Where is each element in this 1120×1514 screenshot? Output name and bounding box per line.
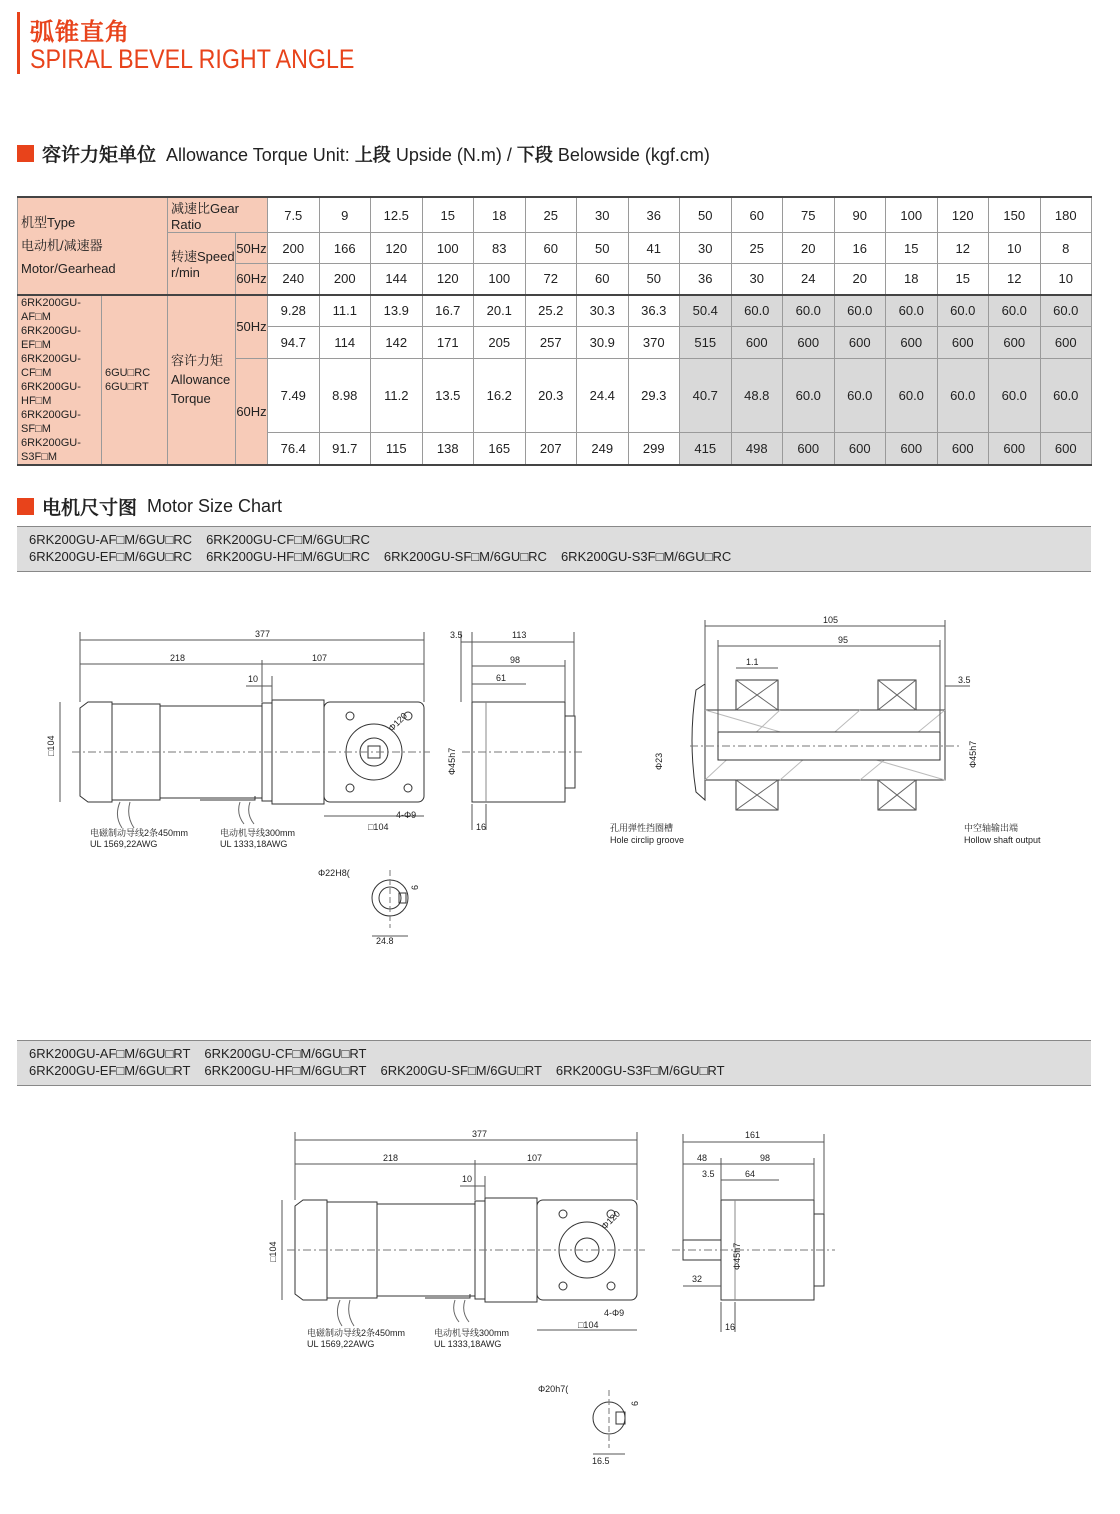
dim-104-square: □104 bbox=[46, 735, 56, 756]
dim-107: 107 bbox=[312, 653, 328, 663]
speed-50-cell: 20 bbox=[783, 233, 835, 264]
torque-60-nm-cell: 60.0 bbox=[989, 359, 1041, 433]
speed-60-cell: 120 bbox=[422, 264, 474, 295]
speed-60-cell: 50 bbox=[628, 264, 680, 295]
torque-60-nm-cell: 13.5 bbox=[422, 359, 474, 433]
torque-60-nm-cell: 8.98 bbox=[319, 359, 371, 433]
speed-60-cell: 144 bbox=[371, 264, 423, 295]
dim-phi45h7: Φ45h7 bbox=[732, 1242, 742, 1270]
belowside-en: Belowside (kgf.cm) bbox=[557, 144, 710, 165]
dim-1-1: 1.1 bbox=[746, 657, 759, 667]
torque-60-nm-cell: 60.0 bbox=[1040, 359, 1092, 433]
torque-60-nm-cell: 60.0 bbox=[834, 359, 886, 433]
torque-50-kgf-cell: 600 bbox=[783, 327, 835, 359]
rt-gearhead-front-view bbox=[672, 1200, 835, 1300]
dim-61: 61 bbox=[496, 673, 507, 683]
section-marker-icon bbox=[17, 145, 34, 162]
motor-lead-ul: UL 1333,18AWG bbox=[220, 839, 288, 849]
model-code: 6RK200GU-HF□M/6GU□RC bbox=[206, 549, 370, 564]
model-code: 6RK200GU-AF□M/6GU□RT bbox=[29, 1046, 191, 1061]
dim-16-5: 16.5 bbox=[592, 1456, 610, 1466]
rc-dimension-drawing bbox=[0, 580, 1120, 960]
motor-gearhead-en-label: Motor/Gearhead bbox=[21, 261, 116, 277]
ratio-cell: 90 bbox=[834, 197, 886, 233]
motor-model: 6RK200GU-AF□M bbox=[21, 296, 81, 323]
speed-60-cell: 36 bbox=[680, 264, 732, 295]
upside-cn: 上段 bbox=[354, 144, 391, 165]
speed-50-cell: 30 bbox=[680, 233, 732, 264]
speed-60-cell: 100 bbox=[474, 264, 526, 295]
dim-48: 48 bbox=[697, 1153, 708, 1163]
torque-section-heading bbox=[17, 140, 710, 167]
torque-50-nm-cell: 60.0 bbox=[937, 295, 989, 327]
dim-104-square: □104 bbox=[268, 1241, 278, 1262]
speed-50-cell: 15 bbox=[886, 233, 938, 264]
torque-50hz-label: 50Hz bbox=[236, 295, 268, 359]
speed-60-cell: 30 bbox=[731, 264, 783, 295]
torque-50-nm-cell: 25.2 bbox=[525, 295, 577, 327]
torque-60-nm-cell: 16.2 bbox=[474, 359, 526, 433]
circlip-note-cn: 孔用弹性挡圈槽 bbox=[610, 823, 674, 833]
torque-50-kgf-cell: 600 bbox=[1040, 327, 1092, 359]
hollow-shaft-note-cn: 中空轴输出端 bbox=[964, 823, 1019, 833]
model-code: 6RK200GU-AF□M/6GU□RC bbox=[29, 532, 193, 547]
ratio-cell: 100 bbox=[886, 197, 938, 233]
speed-unit-label: r/min bbox=[171, 265, 200, 281]
brake-lead-ul: UL 1569,22AWG bbox=[90, 839, 158, 849]
torque-50-nm-cell: 60.0 bbox=[989, 295, 1041, 327]
speed-50-cell: 10 bbox=[989, 233, 1041, 264]
model-code: 6RK200GU-EF□M/6GU□RC bbox=[29, 549, 193, 564]
torque-60-nm-cell: 24.4 bbox=[577, 359, 629, 433]
motor-model: 6RK200GU-SF□M bbox=[21, 408, 81, 435]
torque-60-kgf-cell: 115 bbox=[371, 433, 423, 465]
torque-title-cn: 容许力矩单位 bbox=[42, 145, 157, 166]
dim-104-flange: □104 bbox=[368, 822, 389, 832]
torque-60-kgf-cell: 498 bbox=[731, 433, 783, 465]
torque-50-kgf-cell: 515 bbox=[680, 327, 732, 359]
motor-lead-note: 电动机导线300mm bbox=[434, 1328, 510, 1338]
dim-218: 218 bbox=[383, 1153, 399, 1163]
circlip-note-en: Hole circlip groove bbox=[610, 835, 685, 845]
torque-50-kgf-cell: 600 bbox=[834, 327, 886, 359]
rt-model-bar bbox=[17, 1040, 1091, 1086]
speed-60-cell: 200 bbox=[319, 264, 371, 295]
torque-60-kgf-cell: 415 bbox=[680, 433, 732, 465]
dim-161: 161 bbox=[745, 1130, 761, 1140]
ratio-cell: 50 bbox=[680, 197, 732, 233]
torque-60-nm-cell: 11.2 bbox=[371, 359, 423, 433]
rt-model-line-2 bbox=[29, 1063, 739, 1078]
torque-unit-prefix: Allowance Torque Unit: bbox=[166, 144, 350, 165]
rc-model-line-1 bbox=[29, 532, 384, 547]
ratio-cell: 30 bbox=[577, 197, 629, 233]
ratio-cell: 75 bbox=[783, 197, 835, 233]
allowance-label-en: Allowance bbox=[171, 372, 231, 387]
speed-50-cell: 8 bbox=[1040, 233, 1092, 264]
model-code: 6RK200GU-HF□M/6GU□RT bbox=[204, 1063, 367, 1078]
torque-60-kgf-cell: 299 bbox=[628, 433, 680, 465]
dim-104-flange: □104 bbox=[578, 1320, 599, 1330]
dim-keyway-6: 6 bbox=[630, 1400, 640, 1406]
dim-10: 10 bbox=[248, 674, 259, 684]
speed-50-cell: 41 bbox=[628, 233, 680, 264]
model-code: 6RK200GU-SF□M/6GU□RC bbox=[383, 549, 547, 564]
speed-60-cell: 10 bbox=[1040, 264, 1092, 295]
dim-113: 113 bbox=[512, 630, 527, 640]
torque-50-kgf-cell: 30.9 bbox=[577, 327, 629, 359]
torque-60-kgf-cell: 249 bbox=[577, 433, 629, 465]
speed-label: 转速Speed bbox=[171, 249, 235, 265]
torque-50-nm-cell: 60.0 bbox=[834, 295, 886, 327]
torque-60-nm-cell: 20.3 bbox=[525, 359, 577, 433]
speed-60hz-label: 60Hz bbox=[236, 264, 268, 295]
rc-bore-detail bbox=[372, 870, 408, 936]
dim-4-phi9: 4-Φ9 bbox=[604, 1308, 625, 1318]
torque-50-kgf-cell: 171 bbox=[422, 327, 474, 359]
size-title-cn: 电机尺寸图 bbox=[42, 498, 138, 519]
rt-dimension-drawing bbox=[0, 1100, 1120, 1500]
torque-50-kgf-cell: 370 bbox=[628, 327, 680, 359]
dim-phi120: Φ120 bbox=[386, 710, 410, 734]
rc-model-line-2 bbox=[29, 549, 745, 564]
torque-60-kgf-cell: 600 bbox=[886, 433, 938, 465]
rc-bore-labels bbox=[318, 868, 420, 946]
title-accent-bar bbox=[17, 12, 20, 74]
torque-50-kgf-cell: 205 bbox=[474, 327, 526, 359]
torque-table bbox=[17, 196, 1092, 466]
torque-50-kgf-cell: 94.7 bbox=[268, 327, 320, 359]
rc-hollow-shaft-section bbox=[690, 680, 960, 810]
torque-50-kgf-cell: 114 bbox=[319, 327, 371, 359]
torque-50-nm-cell: 36.3 bbox=[628, 295, 680, 327]
ratio-cell: 180 bbox=[1040, 197, 1092, 233]
gear-ratio-label: 减速比Gear Ratio bbox=[168, 197, 268, 233]
torque-50-nm-cell: 60.0 bbox=[1040, 295, 1092, 327]
rt-front-labels bbox=[692, 1130, 770, 1332]
speed-60-cell: 18 bbox=[886, 264, 938, 295]
model-code: 6RK200GU-EF□M/6GU□RT bbox=[29, 1063, 191, 1078]
dim-24-8: 24.8 bbox=[376, 936, 394, 946]
torque-60-nm-cell: 48.8 bbox=[731, 359, 783, 433]
torque-label-en: Torque bbox=[171, 391, 211, 406]
speed-50-cell: 50 bbox=[577, 233, 629, 264]
torque-50-nm-cell: 11.1 bbox=[319, 295, 371, 327]
dim-95: 95 bbox=[838, 635, 849, 645]
motor-model: 6RK200GU-HF□M bbox=[21, 380, 81, 407]
dim-218: 218 bbox=[170, 653, 186, 663]
torque-50-kgf-cell: 600 bbox=[937, 327, 989, 359]
dim-10: 10 bbox=[462, 1174, 473, 1184]
rc-section-labels bbox=[610, 615, 1041, 845]
motor-lead-note: 电动机导线300mm bbox=[220, 828, 296, 838]
dim-phi23: Φ23 bbox=[654, 752, 664, 770]
dim-16: 16 bbox=[476, 822, 487, 832]
dim-377: 377 bbox=[255, 629, 271, 639]
page-title-en: SPIRAL BEVEL RIGHT ANGLE bbox=[30, 44, 355, 74]
gearhead-model: 6GU□RC bbox=[105, 366, 151, 379]
torque-60-kgf-cell: 138 bbox=[422, 433, 474, 465]
torque-60-nm-cell: 7.49 bbox=[268, 359, 320, 433]
rt-model-line-1 bbox=[29, 1046, 381, 1061]
torque-50-nm-cell: 13.9 bbox=[371, 295, 423, 327]
dim-phi20h7: Φ20h7( bbox=[538, 1384, 569, 1394]
model-code: 6RK200GU-CF□M/6GU□RT bbox=[204, 1046, 367, 1061]
dim-32: 32 bbox=[692, 1274, 703, 1284]
speed-50-cell: 100 bbox=[422, 233, 474, 264]
rt-front-dimensions bbox=[683, 1134, 824, 1332]
ratio-cell: 60 bbox=[731, 197, 783, 233]
motor-model: 6RK200GU-S3F□M bbox=[21, 436, 81, 463]
model-code: 6RK200GU-SF□M/6GU□RT bbox=[380, 1063, 542, 1078]
rt-side-labels bbox=[268, 1129, 624, 1349]
torque-60-kgf-cell: 165 bbox=[474, 433, 526, 465]
dim-phi45h7: Φ45h7 bbox=[447, 747, 457, 775]
dim-phi45h7-shaft: Φ45h7 bbox=[968, 740, 978, 768]
section-marker-icon bbox=[17, 498, 34, 515]
speed-60-cell: 15 bbox=[937, 264, 989, 295]
ratio-cell: 12.5 bbox=[371, 197, 423, 233]
dim-377: 377 bbox=[472, 1129, 488, 1139]
motor-model: 6RK200GU-CF□M bbox=[21, 352, 81, 379]
ratio-cell: 120 bbox=[937, 197, 989, 233]
motor-lead-ul: UL 1333,18AWG bbox=[434, 1339, 502, 1349]
speed-label-cell bbox=[168, 233, 236, 295]
torque-50-nm-cell: 60.0 bbox=[886, 295, 938, 327]
torque-50-kgf-cell: 257 bbox=[525, 327, 577, 359]
speed-60-cell: 24 bbox=[783, 264, 835, 295]
dim-4-phi9: 4-Φ9 bbox=[396, 810, 417, 820]
ratio-cell: 150 bbox=[989, 197, 1041, 233]
model-code: 6RK200GU-S3F□M/6GU□RT bbox=[555, 1063, 725, 1078]
torque-60hz-label: 60Hz bbox=[236, 359, 268, 465]
size-title-en: Motor Size Chart bbox=[147, 496, 283, 516]
motor-model: 6RK200GU-EF□M bbox=[21, 324, 81, 351]
motor-list-cell bbox=[18, 295, 102, 465]
torque-50-kgf-cell: 600 bbox=[989, 327, 1041, 359]
speed-50-cell: 16 bbox=[834, 233, 886, 264]
type-label: 机型Type bbox=[21, 215, 76, 231]
gearhead-list-cell bbox=[102, 295, 168, 465]
speed-60-cell: 72 bbox=[525, 264, 577, 295]
torque-60-kgf-cell: 600 bbox=[1040, 433, 1092, 465]
torque-60-nm-cell: 60.0 bbox=[937, 359, 989, 433]
torque-60-nm-cell: 40.7 bbox=[680, 359, 732, 433]
rt-shaft-detail bbox=[593, 1390, 625, 1454]
dim-phi22h8: Φ22H8( bbox=[318, 868, 350, 878]
speed-60-cell: 20 bbox=[834, 264, 886, 295]
model-code: 6RK200GU-S3F□M/6GU□RC bbox=[560, 549, 732, 564]
belowside-cn: 下段 bbox=[516, 144, 553, 165]
speed-50-cell: 12 bbox=[937, 233, 989, 264]
torque-50-nm-cell: 50.4 bbox=[680, 295, 732, 327]
rc-motor-side-view bbox=[72, 700, 430, 828]
torque-50-nm-cell: 20.1 bbox=[474, 295, 526, 327]
dim-keyway-6: 6 bbox=[410, 884, 420, 890]
torque-60-kgf-cell: 600 bbox=[783, 433, 835, 465]
brake-lead-note: 电磁制动导线2条450mm bbox=[90, 828, 189, 838]
dim-3-5: 3.5 bbox=[450, 630, 463, 640]
dim-3-5-shaft: 3.5 bbox=[958, 675, 971, 685]
torque-50-kgf-cell: 600 bbox=[886, 327, 938, 359]
torque-60-kgf-cell: 600 bbox=[989, 433, 1041, 465]
motor-gearhead-cn-label: 电动机/减速器 bbox=[21, 238, 103, 254]
speed-60-cell: 12 bbox=[989, 264, 1041, 295]
torque-title-en bbox=[166, 141, 710, 167]
torque-50-nm-cell: 60.0 bbox=[731, 295, 783, 327]
torque-50-nm-cell: 60.0 bbox=[783, 295, 835, 327]
dim-16: 16 bbox=[725, 1322, 736, 1332]
torque-60-nm-cell: 60.0 bbox=[783, 359, 835, 433]
torque-50-nm-cell: 16.7 bbox=[422, 295, 474, 327]
size-section-heading bbox=[17, 493, 282, 520]
speed-60-cell: 60 bbox=[577, 264, 629, 295]
ratio-cell: 18 bbox=[474, 197, 526, 233]
torque-60-kgf-cell: 600 bbox=[834, 433, 886, 465]
ratio-cell: 25 bbox=[525, 197, 577, 233]
torque-60-kgf-cell: 76.4 bbox=[268, 433, 320, 465]
torque-60-kgf-cell: 91.7 bbox=[319, 433, 371, 465]
dim-107: 107 bbox=[527, 1153, 543, 1163]
ratio-cell: 15 bbox=[422, 197, 474, 233]
rc-gearhead-front-view bbox=[462, 702, 585, 802]
speed-50hz-label: 50Hz bbox=[236, 233, 268, 264]
torque-50-nm-cell: 30.3 bbox=[577, 295, 629, 327]
ratio-cell: 9 bbox=[319, 197, 371, 233]
torque-60-kgf-cell: 207 bbox=[525, 433, 577, 465]
torque-60-kgf-cell: 600 bbox=[937, 433, 989, 465]
torque-50-kgf-cell: 142 bbox=[371, 327, 423, 359]
hollow-shaft-note-en: Hollow shaft output bbox=[964, 835, 1041, 845]
torque-50-kgf-cell: 600 bbox=[731, 327, 783, 359]
ratio-cell: 36 bbox=[628, 197, 680, 233]
speed-50-cell: 83 bbox=[474, 233, 526, 264]
speed-60-cell: 240 bbox=[268, 264, 320, 295]
speed-50-cell: 166 bbox=[319, 233, 371, 264]
upside-en: Upside (N.m) / bbox=[395, 144, 512, 165]
model-code: 6RK200GU-CF□M/6GU□RC bbox=[206, 532, 370, 547]
torque-60-nm-cell: 60.0 bbox=[886, 359, 938, 433]
type-header-cell bbox=[18, 197, 168, 295]
dim-phi120: Φ120 bbox=[599, 1208, 623, 1232]
dim-98: 98 bbox=[760, 1153, 771, 1163]
ratio-cell: 7.5 bbox=[268, 197, 320, 233]
speed-50-cell: 60 bbox=[525, 233, 577, 264]
dim-64: 64 bbox=[745, 1169, 756, 1179]
allowance-label-cn: 容许力矩 bbox=[171, 353, 224, 368]
dim-98: 98 bbox=[510, 655, 521, 665]
gearhead-model: 6GU□RT bbox=[105, 380, 149, 393]
dim-105: 105 bbox=[823, 615, 839, 625]
torque-60-nm-cell: 29.3 bbox=[628, 359, 680, 433]
allowance-torque-label-cell bbox=[168, 295, 236, 465]
rc-model-bar bbox=[17, 526, 1091, 572]
torque-50-nm-cell: 9.28 bbox=[268, 295, 320, 327]
brake-lead-note: 电磁制动导线2条450mm bbox=[307, 1328, 406, 1338]
rt-motor-side-view bbox=[287, 1198, 645, 1326]
dim-3-5: 3.5 bbox=[702, 1169, 715, 1179]
speed-50-cell: 120 bbox=[371, 233, 423, 264]
page-title-cn: 弧锥直角 bbox=[30, 19, 130, 46]
speed-50-cell: 25 bbox=[731, 233, 783, 264]
speed-50-cell: 200 bbox=[268, 233, 320, 264]
brake-lead-ul: UL 1569,22AWG bbox=[307, 1339, 375, 1349]
